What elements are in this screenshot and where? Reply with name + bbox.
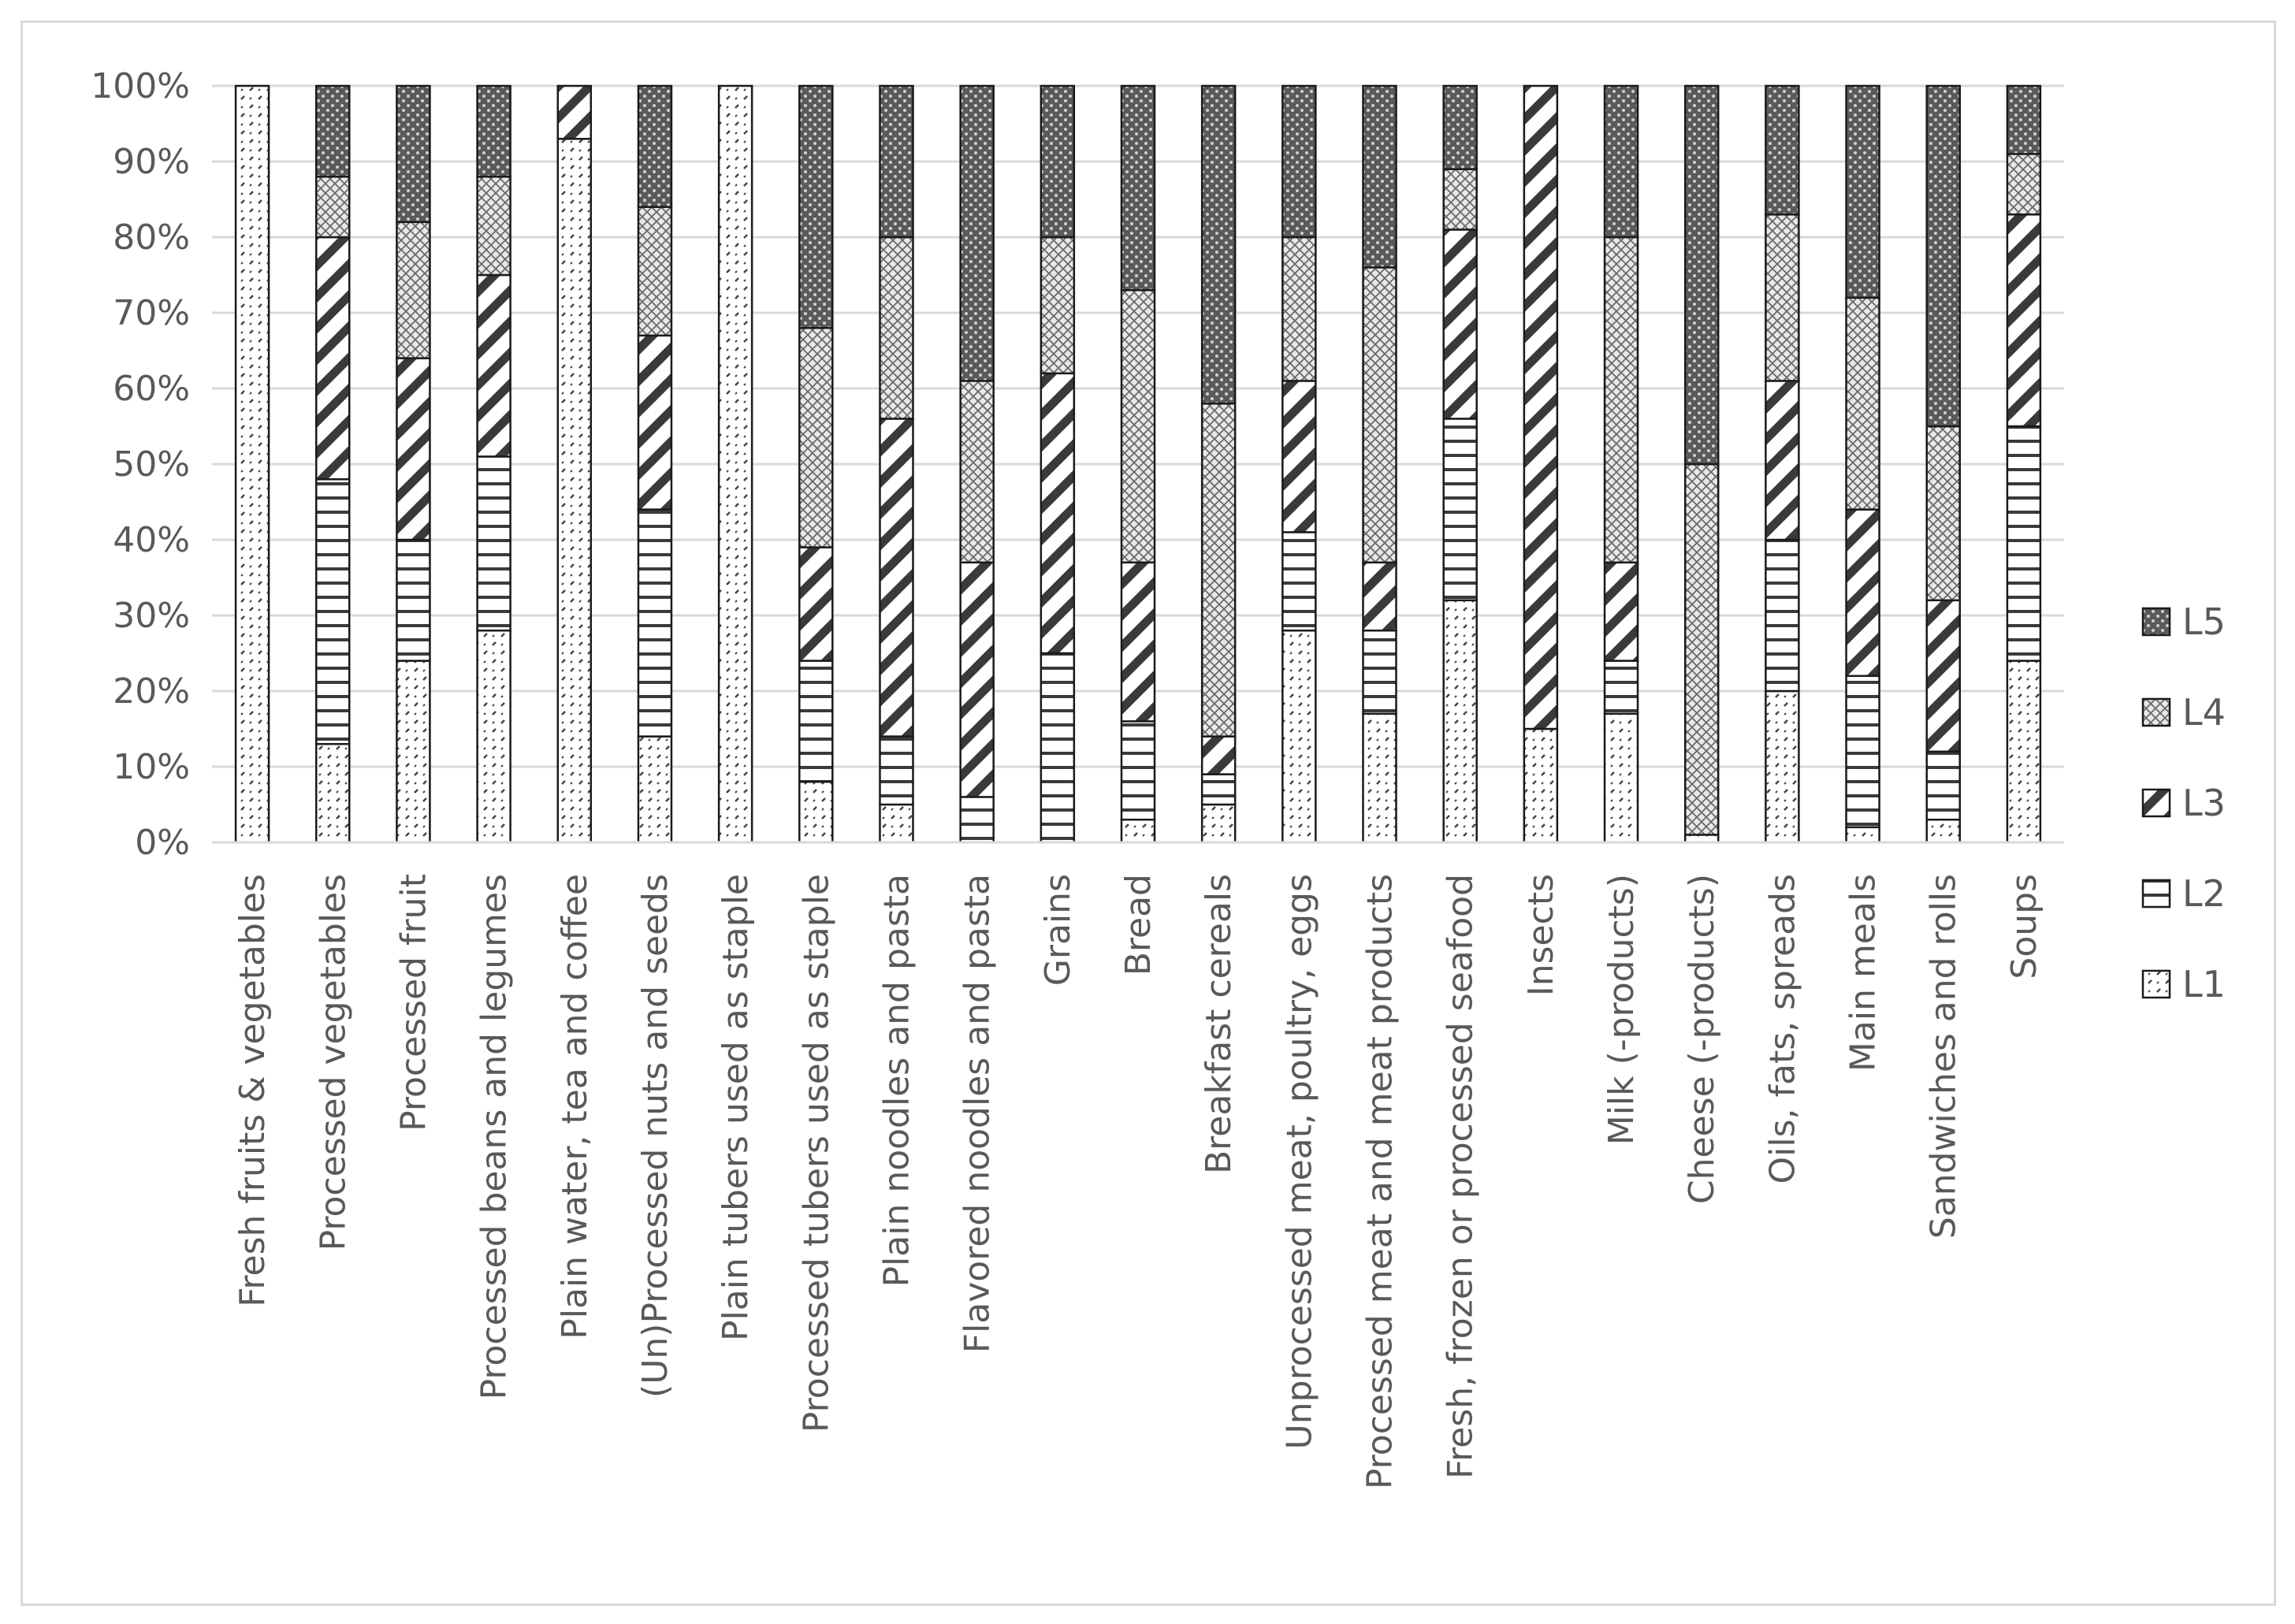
x-tick-label: Insects bbox=[1520, 874, 1561, 997]
legend-label-l4: L4 bbox=[2182, 691, 2226, 734]
bar-segment-l5 bbox=[2007, 86, 2040, 154]
bar-segment-l1 bbox=[638, 737, 671, 842]
bar-segment-l2 bbox=[1847, 676, 1880, 827]
x-tick-label: Flavored noodles and pasta bbox=[957, 874, 998, 1354]
bar-segment-l4 bbox=[1363, 267, 1397, 562]
bar-segment-l1 bbox=[316, 744, 349, 842]
bar-segment-l1 bbox=[2007, 661, 2040, 842]
bar-segment-l2 bbox=[1605, 661, 1638, 714]
x-tick-label: (Un)Processed nuts and seeds bbox=[634, 874, 675, 1398]
bar-segment-l4 bbox=[1444, 169, 1477, 230]
bar-segment-l4 bbox=[1121, 290, 1155, 563]
bar-segment-l1 bbox=[1121, 819, 1155, 842]
bar-segment-l2 bbox=[478, 456, 511, 630]
bar-segment-l1 bbox=[1765, 691, 1798, 842]
bar-segment-l5 bbox=[1202, 86, 1235, 403]
bar-segment-l1 bbox=[1444, 600, 1477, 842]
bar-segment-l3 bbox=[1363, 563, 1397, 630]
bar-segment-l4 bbox=[316, 177, 349, 237]
bar-segment-l4 bbox=[880, 237, 913, 418]
bar-segment-l4 bbox=[1685, 464, 1718, 834]
bar-segment-l5 bbox=[638, 86, 671, 207]
bar-segment-l1 bbox=[1363, 714, 1397, 842]
bar-segment-l5 bbox=[1041, 86, 1074, 237]
bar-segment-l5 bbox=[1363, 86, 1397, 267]
bar-segment-l3 bbox=[961, 563, 994, 797]
legend-label-l5: L5 bbox=[2182, 600, 2226, 643]
bar-segment-l3 bbox=[1282, 381, 1315, 532]
y-axis bbox=[91, 66, 190, 863]
bar-segment-l2 bbox=[1444, 418, 1477, 600]
bar-segment-l4 bbox=[2007, 154, 2040, 214]
y-tick-label: 0% bbox=[135, 823, 190, 863]
bar-segment-l3 bbox=[1524, 86, 1557, 729]
bar-segment-l4 bbox=[638, 207, 671, 336]
x-tick-label: Main meals bbox=[1843, 874, 1884, 1072]
bar-segment-l1 bbox=[1524, 729, 1557, 842]
bar-segment-l1 bbox=[478, 630, 511, 842]
bar-segment-l3 bbox=[2007, 214, 2040, 426]
x-tick-label: Plain water, tea and coffee bbox=[554, 874, 595, 1340]
bar-segment-l3 bbox=[558, 86, 591, 139]
x-tick-label: Breakfast cereals bbox=[1199, 874, 1240, 1175]
x-tick-label: Processed vegetables bbox=[313, 874, 354, 1251]
legend-swatch-l5 bbox=[2143, 608, 2170, 635]
bar-segment-l3 bbox=[316, 237, 349, 479]
y-tick-label: 20% bbox=[113, 671, 190, 712]
bar-segment-l4 bbox=[1765, 214, 1798, 381]
legend-swatch-l3 bbox=[2143, 790, 2170, 816]
bar-segment-l5 bbox=[961, 86, 994, 381]
bar-segment-l5 bbox=[316, 86, 349, 177]
y-tick-label: 50% bbox=[113, 444, 190, 485]
bar-segment-l5 bbox=[799, 86, 832, 328]
bar-segment-l1 bbox=[880, 805, 913, 842]
bar-segment-l5 bbox=[1605, 86, 1638, 237]
bar-segment-l1 bbox=[719, 86, 752, 842]
bar-segment-l4 bbox=[1605, 237, 1638, 563]
y-tick-label: 10% bbox=[113, 747, 190, 787]
x-tick-label: Plain noodles and pasta bbox=[876, 874, 917, 1288]
y-tick-label: 90% bbox=[113, 142, 190, 182]
bar-segment-l5 bbox=[880, 86, 913, 237]
y-tick-label: 60% bbox=[113, 369, 190, 409]
bar-segment-l2 bbox=[961, 797, 994, 842]
bar-segment-l4 bbox=[1927, 426, 1960, 600]
bar-segment-l4 bbox=[1202, 403, 1235, 736]
bar-segment-l3 bbox=[638, 336, 671, 510]
bar-segment-l5 bbox=[1685, 86, 1718, 464]
bar-segment-l5 bbox=[478, 86, 511, 177]
bar-segment-l3 bbox=[1121, 563, 1155, 722]
y-tick-label: 40% bbox=[113, 520, 190, 560]
bar-segment-l1 bbox=[396, 661, 430, 842]
x-tick-label: Oils, fats, spreads bbox=[1762, 874, 1803, 1184]
legend-swatch-l1 bbox=[2143, 971, 2170, 998]
legend-label-l1: L1 bbox=[2182, 963, 2226, 1005]
x-tick-label: Plain tubers used as staple bbox=[716, 874, 757, 1341]
bar-segment-l4 bbox=[396, 222, 430, 359]
x-tick-label: Grains bbox=[1037, 874, 1078, 987]
bar-segment-l5 bbox=[1765, 86, 1798, 214]
bar-segment-l1 bbox=[1282, 630, 1315, 842]
y-tick-label: 100% bbox=[91, 66, 190, 106]
bar-segment-l3 bbox=[1847, 510, 1880, 676]
x-tick-label: Cheese (-products) bbox=[1682, 874, 1723, 1205]
bar-segment-l2 bbox=[1041, 653, 1074, 842]
bar-segment-l4 bbox=[961, 381, 994, 562]
bar-segment-l1 bbox=[1927, 819, 1960, 842]
bar-segment-l2 bbox=[880, 737, 913, 805]
bar-segment-l1 bbox=[236, 86, 269, 842]
bar-segment-l3 bbox=[1605, 563, 1638, 661]
bar-segment-l1 bbox=[1847, 827, 1880, 842]
x-tick-label: Soups bbox=[2003, 874, 2044, 979]
x-tick-label: Processed meat and meat products bbox=[1360, 874, 1400, 1490]
legend-label-l2: L2 bbox=[2182, 872, 2226, 915]
bar-segment-l4 bbox=[1282, 237, 1315, 381]
bar-segment-l3 bbox=[1927, 600, 1960, 752]
bars bbox=[236, 86, 2040, 842]
bar-segment-l3 bbox=[880, 418, 913, 736]
bar-segment-l2 bbox=[1121, 721, 1155, 819]
x-tick-label: Processed tubers used as staple bbox=[796, 874, 837, 1433]
bar-segment-l2 bbox=[1927, 752, 1960, 819]
legend-swatch-l4 bbox=[2143, 699, 2170, 726]
bar-segment-l1 bbox=[1202, 805, 1235, 842]
bar-segment-l3 bbox=[1202, 737, 1235, 775]
bar-segment-l2 bbox=[2007, 426, 2040, 661]
bar-segment-l2 bbox=[1282, 532, 1315, 630]
x-tick-label: Bread bbox=[1118, 874, 1159, 976]
bar-segment-l5 bbox=[1847, 86, 1880, 298]
bar-segment-l1 bbox=[558, 139, 591, 842]
legend bbox=[2143, 600, 2226, 1005]
bar-segment-l4 bbox=[478, 177, 511, 275]
bar-segment-l3 bbox=[1041, 373, 1074, 653]
bar-segment-l1 bbox=[799, 782, 832, 842]
x-tick-label: Unprocessed meat, poultry, eggs bbox=[1279, 874, 1320, 1450]
bar-segment-l5 bbox=[1444, 86, 1477, 169]
y-tick-label: 30% bbox=[113, 596, 190, 636]
chart-frame bbox=[20, 20, 2276, 1606]
bar-segment-l4 bbox=[799, 328, 832, 547]
x-tick-label: Processed fruit bbox=[393, 874, 434, 1132]
bar-segment-l2 bbox=[638, 510, 671, 737]
bar-segment-l2 bbox=[1202, 775, 1235, 805]
bar-segment-l5 bbox=[1282, 86, 1315, 237]
bar-segment-l2 bbox=[1765, 540, 1798, 691]
bar-segment-l2 bbox=[396, 540, 430, 661]
bar-segment-l5 bbox=[396, 86, 430, 222]
x-tick-label: Processed beans and legumes bbox=[474, 874, 515, 1400]
bar-segment-l3 bbox=[396, 359, 430, 540]
x-tick-label: Milk (-products) bbox=[1601, 874, 1642, 1146]
bar-segment-l3 bbox=[1444, 229, 1477, 418]
bar-segment-l3 bbox=[1765, 381, 1798, 540]
bar-segment-l2 bbox=[316, 479, 349, 744]
bar-segment-l2 bbox=[799, 661, 832, 782]
x-tick-label: Fresh, frozen or processed seafood bbox=[1440, 874, 1481, 1479]
bar-segment-l2 bbox=[1363, 630, 1397, 714]
y-tick-label: 70% bbox=[113, 293, 190, 333]
x-tick-label: Sandwiches and rolls bbox=[1923, 874, 1964, 1239]
x-axis bbox=[212, 842, 2064, 1489]
bar-segment-l4 bbox=[1041, 237, 1074, 373]
bar-segment-l1 bbox=[1605, 714, 1638, 842]
legend-label-l3: L3 bbox=[2182, 782, 2226, 824]
bar-segment-l5 bbox=[1121, 86, 1155, 290]
legend-swatch-l2 bbox=[2143, 880, 2170, 907]
bar-segment-l3 bbox=[478, 275, 511, 456]
x-tick-label: Fresh fruits & vegetables bbox=[232, 874, 273, 1307]
bar-segment-l5 bbox=[1927, 86, 1960, 426]
bar-segment-l3 bbox=[799, 548, 832, 661]
bar-segment-l4 bbox=[1847, 298, 1880, 510]
stacked-bar-chart bbox=[23, 23, 2274, 1604]
y-tick-label: 80% bbox=[113, 217, 190, 258]
